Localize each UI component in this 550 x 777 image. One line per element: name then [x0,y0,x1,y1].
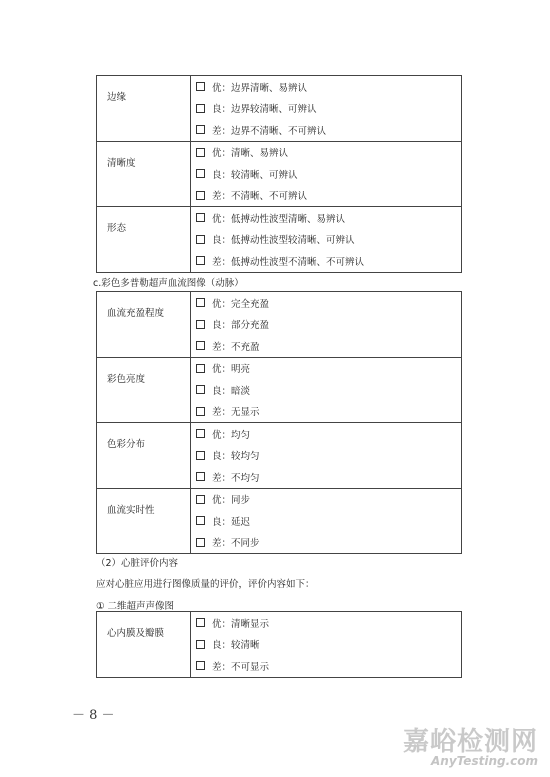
criterion-label: 色彩分布 [97,423,191,489]
option-label: 差：不可显示 [212,661,270,673]
option-label: 良：较均匀 [212,451,260,463]
option-label: 良：较清晰 [212,640,260,652]
option-label: 差：不同步 [212,538,260,550]
checkbox[interactable] [196,618,205,627]
options-cell [191,612,462,678]
checkbox[interactable] [196,385,205,394]
checkbox[interactable] [196,429,205,438]
option-label: 良：低搏动性波型较清晰、可辨认 [212,235,355,247]
table-row [97,207,462,273]
table-row [97,423,462,489]
checkbox[interactable] [196,148,205,157]
table-row [97,357,462,423]
option-item[interactable] [191,163,461,185]
option-item[interactable] [191,119,461,141]
option-label: 良：暗淡 [212,385,251,397]
table-row [97,141,462,207]
checkbox[interactable] [196,495,205,504]
option-label: 优：边界清晰、易辨认 [212,82,308,94]
option-label: 优：清晰显示 [212,618,270,630]
checkbox[interactable] [196,235,205,244]
table-row [97,612,462,678]
option-item[interactable] [191,655,461,677]
option-label: 优：明亮 [212,364,251,376]
option-item[interactable] [191,207,461,229]
option-label: 良：较清晰、可辨认 [212,169,298,181]
checkbox[interactable] [196,640,205,649]
option-item[interactable] [191,401,461,423]
option-label: 优：同步 [212,495,251,507]
option-label: 优：完全充盈 [212,298,270,310]
criterion-label: 彩色亮度 [97,357,191,423]
table-image-quality-1 [96,75,462,273]
checkbox[interactable] [196,82,205,91]
option-label: 优：均匀 [212,429,251,441]
section-heading-2-1: ① 二维超声声像图 [96,601,175,612]
option-item[interactable] [191,612,461,634]
checkbox[interactable] [196,364,205,373]
table-row [97,76,462,142]
table-row [97,488,462,554]
option-label: 良：部分充盈 [212,320,270,332]
criterion-label: 形态 [97,207,191,273]
option-item[interactable] [191,423,461,445]
option-item[interactable] [191,510,461,532]
option-label: 差：边界不清晰、不可辨认 [212,125,327,137]
checkbox[interactable] [196,104,205,113]
checkbox[interactable] [196,125,205,134]
section-heading-c: c.彩色多普勒超声血流图像（动脉） [93,278,244,289]
criterion-label: 血流实时性 [97,488,191,554]
option-item[interactable] [191,445,461,467]
checkbox[interactable] [196,516,205,525]
option-item[interactable] [191,466,461,488]
option-item[interactable] [191,532,461,554]
option-item[interactable] [191,379,461,401]
criterion-label: 清晰度 [97,141,191,207]
option-item[interactable] [191,634,461,656]
option-label: 差：不清晰、不可辨认 [212,191,308,203]
option-label: 优：清晰、易辨认 [212,148,289,160]
option-label: 差：低搏动性波型不清晰、不可辨认 [212,256,365,268]
checkbox[interactable] [196,472,205,481]
checkbox[interactable] [196,298,205,307]
option-item[interactable] [191,229,461,251]
option-label: 良：延迟 [212,516,251,528]
option-item[interactable] [191,335,461,357]
watermark-url: AnyTesting.com [431,754,538,768]
checkbox[interactable] [196,213,205,222]
options-cell [191,76,462,142]
option-item[interactable] [191,142,461,164]
option-item[interactable] [191,489,461,511]
option-label: 差：不均匀 [212,472,260,484]
option-item[interactable] [191,314,461,336]
checkbox[interactable] [196,191,205,200]
options-cell [191,292,462,358]
criterion-label: 血流充盈程度 [97,292,191,358]
options-cell [191,357,462,423]
checkbox[interactable] [196,407,205,416]
intro-paragraph: 应对心脏应用进行图像质量的评价，评价内容如下： [96,579,315,590]
option-label: 良：边界较清晰、可辨认 [212,104,317,116]
option-item[interactable] [191,185,461,207]
option-item[interactable] [191,292,461,314]
checkbox[interactable] [196,451,205,460]
options-cell [191,488,462,554]
checkbox[interactable] [196,256,205,265]
option-item[interactable] [191,76,461,98]
table-cardiac-2d [96,611,462,678]
page-number: － 8 － [72,708,115,723]
checkbox[interactable] [196,320,205,329]
options-cell [191,141,462,207]
table-row [97,292,462,358]
checkbox[interactable] [196,341,205,350]
option-label: 优：低搏动性波型清晰、易辨认 [212,213,346,225]
option-item[interactable] [191,250,461,272]
checkbox[interactable] [196,538,205,547]
section-heading-2: （2）心脏评价内容 [96,558,179,569]
table-color-doppler [96,291,462,554]
options-cell [191,207,462,273]
checkbox[interactable] [196,169,205,178]
checkbox[interactable] [196,661,205,670]
criterion-label: 心内膜及瓣膜 [97,612,191,678]
watermark-logo-text: 嘉峪检测网 [402,727,538,757]
options-cell [191,423,462,489]
criterion-label: 边缘 [97,76,191,142]
option-item[interactable] [191,358,461,380]
option-label: 差：不充盈 [212,341,260,353]
option-item[interactable] [191,98,461,120]
option-label: 差：无显示 [212,407,260,419]
